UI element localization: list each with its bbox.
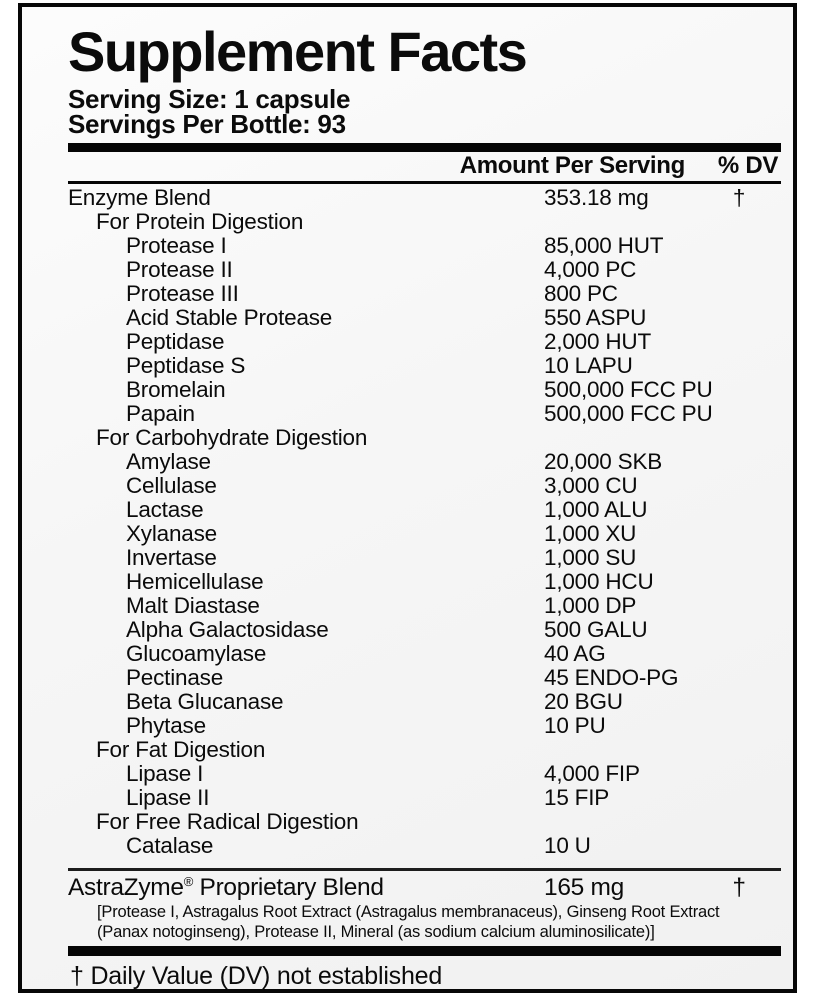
ingredient-row <box>68 834 781 858</box>
ingredient-row <box>68 762 781 786</box>
ingredient-name: For Free Radical Digestion <box>96 809 359 835</box>
ingredient-amount: 1,000 SU <box>544 545 637 571</box>
proprietary-blend-dv: † <box>732 873 746 901</box>
proprietary-ingredient-list <box>22 901 793 943</box>
ingredient-dv <box>706 210 772 234</box>
ingredient-dv <box>706 666 772 690</box>
servings-per-bottle: Servings Per Bottle: 93 <box>68 109 346 139</box>
ingredient-name: Lactase <box>126 497 204 523</box>
ingredient-name: Peptidase <box>126 329 225 355</box>
ingredient-dv <box>706 258 772 282</box>
ingredient-dv: † <box>732 185 746 211</box>
ingredient-amount: 10 PU <box>544 713 606 739</box>
ingredient-row <box>68 618 781 642</box>
ingredient-dv <box>706 810 772 834</box>
ingredient-dv <box>706 402 772 426</box>
ingredient-name: Protease II <box>126 257 233 283</box>
brand-suffix: Proprietary Blend <box>193 873 384 901</box>
ingredient-dv <box>706 354 772 378</box>
ingredient-amount <box>544 738 706 762</box>
ingredient-amount: 4,000 PC <box>544 257 637 283</box>
daily-value-footnote: † Daily Value (DV) not established <box>70 962 443 991</box>
ingredient-row <box>68 426 781 450</box>
ingredient-dv <box>706 282 772 306</box>
ingredient-name: Enzyme Blend <box>68 185 211 211</box>
ingredient-amount: 353.18 mg <box>544 185 649 211</box>
ingredient-dv <box>706 234 772 258</box>
ingredient-name: Glucoamylase <box>126 641 267 667</box>
ingredient-row <box>68 546 781 570</box>
ingredient-amount: 550 ASPU <box>544 305 647 331</box>
ingredient-dv <box>706 306 772 330</box>
ingredient-row <box>68 714 781 738</box>
ingredient-row <box>68 282 781 306</box>
ingredient-row <box>68 450 781 474</box>
divider-thick-top <box>68 143 781 152</box>
brand-name: AstraZyme <box>68 873 184 901</box>
ingredient-row <box>68 186 781 210</box>
ingredient-amount: 10 LAPU <box>544 353 633 379</box>
ingredient-dv <box>706 378 772 402</box>
ingredient-amount: 4,000 FIP <box>544 761 640 787</box>
ingredient-amount: 3,000 CU <box>544 473 638 499</box>
ingredient-amount: 15 FIP <box>544 785 610 811</box>
ingredient-name: Hemicellulase <box>126 569 264 595</box>
ingredient-dv <box>706 450 772 474</box>
ingredient-amount: 1,000 HCU <box>544 569 654 595</box>
ingredient-amount: 40 AG <box>544 641 606 667</box>
ingredient-dv <box>706 786 772 810</box>
ingredient-dv <box>706 618 772 642</box>
ingredient-name: Amylase <box>126 449 211 475</box>
ingredient-row <box>68 330 781 354</box>
ingredient-name: Xylanase <box>126 521 217 547</box>
ingredient-amount: 1,000 ALU <box>544 497 648 523</box>
ingredient-dv <box>706 642 772 666</box>
percent-dv-header: % DV <box>717 152 779 180</box>
ingredient-name: Pectinase <box>126 665 224 691</box>
ingredient-amount: 45 ENDO-PG <box>544 665 679 691</box>
ingredient-row <box>68 474 781 498</box>
ingredient-row <box>68 354 781 378</box>
amount-per-serving-header: Amount Per Serving <box>459 152 685 180</box>
proprietary-blend-row <box>22 871 793 901</box>
ingredient-name: Lipase II <box>126 785 210 811</box>
ingredient-name: Beta Glucanase <box>126 689 284 715</box>
ingredient-dv <box>706 498 772 522</box>
ingredient-dv <box>706 738 772 762</box>
ingredient-name: Malt Diastase <box>126 593 260 619</box>
proprietary-ingredients-line2: (Panax notoginseng), Protease II, Mineral (as sodium calcium aluminosilicate)] <box>97 923 655 942</box>
ingredient-row <box>68 594 781 618</box>
ingredient-name: For Carbohydrate Digestion <box>96 425 368 451</box>
ingredient-dv <box>706 834 772 858</box>
ingredient-row <box>68 234 781 258</box>
ingredient-row <box>68 210 781 234</box>
ingredient-amount: 2,000 HUT <box>544 329 651 355</box>
ingredient-dv <box>706 594 772 618</box>
ingredient-name: For Protein Digestion <box>96 209 304 235</box>
ingredient-row <box>68 666 781 690</box>
column-header-row <box>22 152 793 181</box>
ingredient-amount: 1,000 XU <box>544 521 637 547</box>
ingredient-amount <box>544 810 706 834</box>
ingredient-amount: 500,000 FCC PU <box>544 377 713 403</box>
ingredient-dv <box>706 330 772 354</box>
ingredient-name: Lipase I <box>126 761 204 787</box>
ingredient-amount: 10 U <box>544 833 591 859</box>
ingredient-row <box>68 498 781 522</box>
ingredient-dv <box>706 570 772 594</box>
ingredient-amount: 800 PC <box>544 281 618 307</box>
ingredient-row <box>68 738 781 762</box>
ingredient-row <box>68 690 781 714</box>
ingredient-row <box>68 810 781 834</box>
proprietary-blend-amount: 165 mg <box>544 873 624 901</box>
ingredient-name: Acid Stable Protease <box>126 305 333 331</box>
ingredient-name: Peptidase S <box>126 353 246 379</box>
ingredient-row <box>68 570 781 594</box>
ingredient-dv <box>706 474 772 498</box>
panel-title: Supplement Facts <box>68 20 527 83</box>
ingredient-row <box>68 786 781 810</box>
ingredient-name: Protease III <box>126 281 239 307</box>
ingredient-dv <box>706 714 772 738</box>
ingredient-name: Phytase <box>126 713 206 739</box>
ingredient-amount: 20,000 SKB <box>544 449 663 475</box>
ingredient-row <box>68 378 781 402</box>
ingredient-amount: 500,000 FCC PU <box>544 401 713 427</box>
ingredient-name: Alpha Galactosidase <box>126 617 329 643</box>
ingredient-name: Cellulase <box>126 473 217 499</box>
ingredient-name: For Fat Digestion <box>96 737 266 763</box>
serving-size: Serving Size: 1 capsule <box>68 84 351 114</box>
ingredient-dv <box>706 690 772 714</box>
ingredient-row <box>68 522 781 546</box>
ingredient-dv <box>706 546 772 570</box>
ingredient-row <box>68 258 781 282</box>
ingredient-dv <box>706 762 772 786</box>
ingredient-dv <box>706 522 772 546</box>
ingredient-name: Protease I <box>126 233 227 259</box>
supplement-facts-panel <box>18 3 797 993</box>
ingredient-rows <box>22 184 793 858</box>
ingredient-row <box>68 306 781 330</box>
proprietary-ingredients-line1: [Protease I, Astragalus Root Extract (Astragalus membranaceus), Ginseng Root Extract <box>97 902 720 921</box>
ingredient-row <box>68 642 781 666</box>
panel-header <box>22 7 793 137</box>
ingredient-name: Bromelain <box>126 377 226 403</box>
ingredient-row <box>68 402 781 426</box>
ingredient-amount <box>544 210 706 234</box>
ingredient-name: Invertase <box>126 545 217 571</box>
proprietary-blend-name <box>68 874 544 901</box>
ingredient-amount: 500 GALU <box>544 617 648 643</box>
ingredient-name: Papain <box>126 401 195 427</box>
ingredient-dv <box>706 426 772 450</box>
ingredient-amount: 20 BGU <box>544 689 623 715</box>
registered-trademark-mark: ® <box>183 873 194 889</box>
ingredient-amount: 1,000 DP <box>544 593 637 619</box>
divider-thick-bottom <box>68 946 781 956</box>
ingredient-amount <box>544 426 706 450</box>
ingredient-amount: 85,000 HUT <box>544 233 664 259</box>
ingredient-name: Catalase <box>126 833 214 859</box>
